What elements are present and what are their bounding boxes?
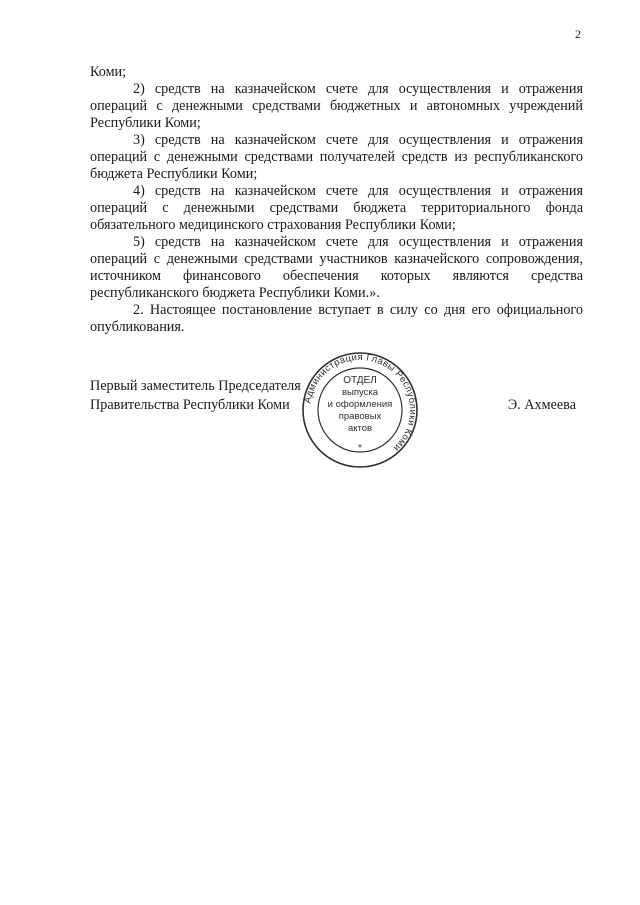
stamp-center-line-5: актов — [347, 423, 373, 434]
stamp-center-line-1: ОТДЕЛ — [343, 375, 377, 386]
stamp-center-line-4: правовых — [338, 411, 382, 422]
paragraph-continuation: Коми; — [90, 64, 127, 80]
signatory-title — [90, 377, 301, 415]
paragraph-item-3: 3) средств на казначейском счете для осуществления и отражения операций с денежными средствами получателей средств из республиканского бюджета Республики Коми; — [90, 132, 583, 182]
signatory-name: Э. Ахмеева — [507, 397, 576, 413]
signatory-title-line-1: Первый заместитель Председателя — [90, 378, 301, 394]
document-body — [90, 64, 583, 336]
official-stamp — [300, 350, 420, 470]
paragraph-effective-date: 2. Настоящее постановление вступает в силу со дня его официального опубликования. — [90, 302, 583, 335]
stamp-center-line-2: выпуска — [341, 387, 379, 398]
stamp-seal-icon — [300, 350, 420, 470]
paragraph-item-4: 4) средств на казначейском счете для осуществления и отражения операций с денежными средствами бюджета территориального фонда обязательного медицинского страхования Республики Коми; — [90, 183, 583, 233]
paragraph-item-2: 2) средств на казначейском счете для осуществления и отражения операций с денежными средствами бюджетных и автономных учреждений Республики Коми; — [90, 81, 583, 131]
stamp-star: * — [358, 443, 362, 454]
page-number: 2 — [575, 27, 581, 41]
paragraph-item-5: 5) средств на казначейском счете для осуществления и отражения операций с денежными средствами участников казначейского сопровождения, источником финансового обеспечения которых являются средства республиканского бюджета Республики Коми.». — [90, 234, 583, 301]
stamp-center-line-3: и оформления — [327, 399, 393, 410]
stamp-ring-textpath: Администрация Главы Республики Коми — [302, 351, 419, 454]
signatory-title-line-2: Правительства Республики Коми — [90, 397, 290, 413]
